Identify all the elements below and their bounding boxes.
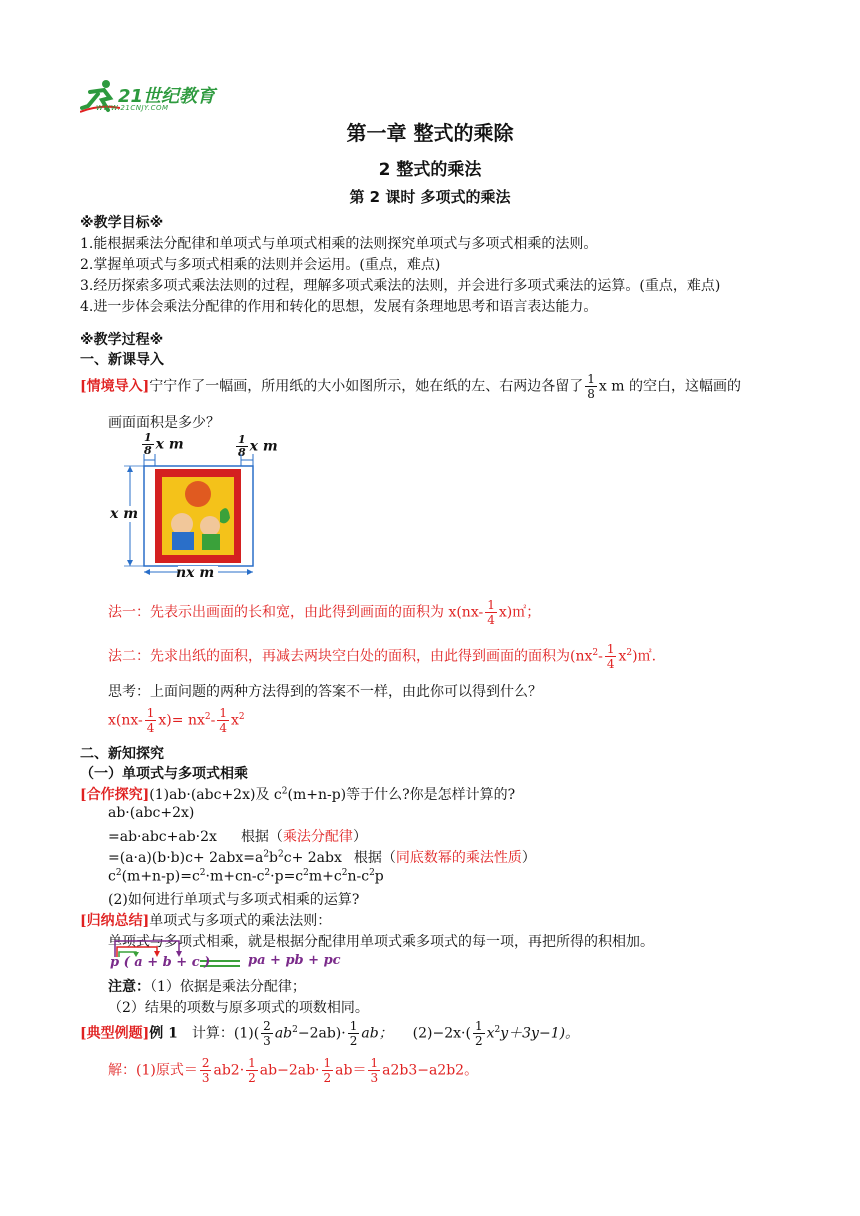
summary-rule: 单项式与多项式相乘，就是根据分配律用单项式乘多项式的每一项，再把所得的积相加。: [108, 934, 654, 950]
calc-line: ab·(abc+2x): [108, 805, 195, 821]
intro-tag: [情境导入]: [80, 378, 150, 395]
lesson-title: 第 2 课时 多项式的乘法: [349, 188, 511, 206]
think-text: 思考：上面问题的两种方法得到的答案不一样，由此你可以得到什么？: [108, 684, 542, 700]
painting-figure: [108, 432, 288, 582]
fig-bottom-label: nx m: [176, 565, 215, 581]
equation: x(nx- $\frac{1}{4}$ $x)= nx^2-$ $\frac{1}{4}$ $x^2$: [108, 706, 245, 735]
distribution-diagram: [108, 935, 348, 975]
logo-url: WWW.21CNJY.COM: [96, 104, 169, 112]
intro-paragraph: [80, 372, 741, 401]
goals-heading: ※教学目标※: [80, 215, 164, 231]
diagram-right: pa + pb + pc: [248, 953, 341, 968]
goal-item: 4.进一步体会乘法分配律的作用和转化的思想，发展有条理地思考和语言表达能力。: [80, 299, 598, 315]
goal-item: 2.掌握单项式与多项式相乘的法则并会运用。(重点，难点): [80, 257, 441, 273]
intro-text-2: x m 的空白，这幅画的: [598, 378, 741, 395]
logo: [80, 78, 230, 118]
intro-text: 宁宁作了一幅画，所用纸的大小如图所示，她在纸的左、右两边各留了: [149, 378, 584, 395]
calc-line: $c^2(m+n-p)=c^2\cdot m+cn-c^2\cdot p=c^2m+c^2n-c^2p$: [108, 868, 384, 885]
part2-heading: 二、新知探究: [80, 746, 164, 762]
chapter-title: 第一章 整式的乘除: [346, 121, 514, 145]
fig-left-label: x m: [110, 506, 139, 522]
method-two: 法二：先求出纸的面积，再减去两块空白处的面积，由此得到画面的面积为($nx^2-$ $\frac{1}{4}$ $x^2)㎡$.: [108, 642, 657, 671]
calc-line: $=(a\cdot a)(b\cdot b)c+ 2abx=a^2b^2c+ 2abx$ 根据（同底数幂的乘法性质）: [108, 849, 536, 866]
section-title: 2 整式的乘法: [378, 160, 482, 180]
example-line: [典型例题]例 1 计算：(1)( $\frac{2}{3}$ $ab^2-2ab)\cdot$ $\frac{1}{2}$ ab； (2)−2x·( $\frac{1}{2}$ $x^2y+3y-1$)。: [80, 1019, 580, 1048]
coop-line: [合作探究](1)ab·(abc+2x)及 $c^2(m+n-p)$等于什么?你是怎样计算的?: [80, 786, 516, 803]
calc-line: (2)如何进行单项式与多项式相乘的运算?: [108, 892, 360, 908]
fraction: $\frac{1}{8}$: [587, 372, 595, 401]
goal-item: 1.能根据乘法分配律和单项式与单项式相乘的法则探究单项式与多项式相乘的法则。: [80, 236, 598, 252]
solution-line: 解：(1)原式＝ $\frac{2}{3}$ ab2· $\frac{1}{2}$ ab−2ab· $\frac{1}{2}$ ab＝ $\frac{1}{3}$ a2b3−a2b2。: [108, 1056, 479, 1085]
intro-line2: 画面面积是多少？: [108, 415, 220, 431]
goal-item: 3.经历探索多项式乘法法则的过程，理解多项式乘法的法则，并会进行多项式乘法的运算。(重点，难点): [80, 278, 721, 294]
process-heading: ※教学过程※: [80, 332, 164, 348]
sub1-heading: （一）单项式与多项式相乘: [80, 766, 248, 782]
fig-top-left-label: $\frac{1}{8}$ x m: [144, 431, 184, 457]
method-one: 法一：先表示出画面的长和宽，由此得到画面的面积为 x(nx- $\frac{1}{4}$ x)㎡；: [108, 598, 541, 627]
logo-text: 21世纪教育: [118, 86, 216, 107]
diagram-left: p ( a + b + c ): [110, 955, 211, 970]
note-line: （2）结果的项数与原多项式的项数相同。: [108, 1000, 369, 1016]
note-line: 注意：（1）依据是乘法分配律；: [108, 979, 306, 995]
calc-line: =ab·abc+ab·2x 根据（乘法分配律）: [108, 829, 367, 845]
summary-line: [归纳总结]单项式与多项式的乘法法则：: [80, 913, 332, 929]
fig-top-right-label: $\frac{1}{8}$ x m: [238, 433, 278, 459]
part1-heading: 一、新课导入: [80, 352, 164, 368]
